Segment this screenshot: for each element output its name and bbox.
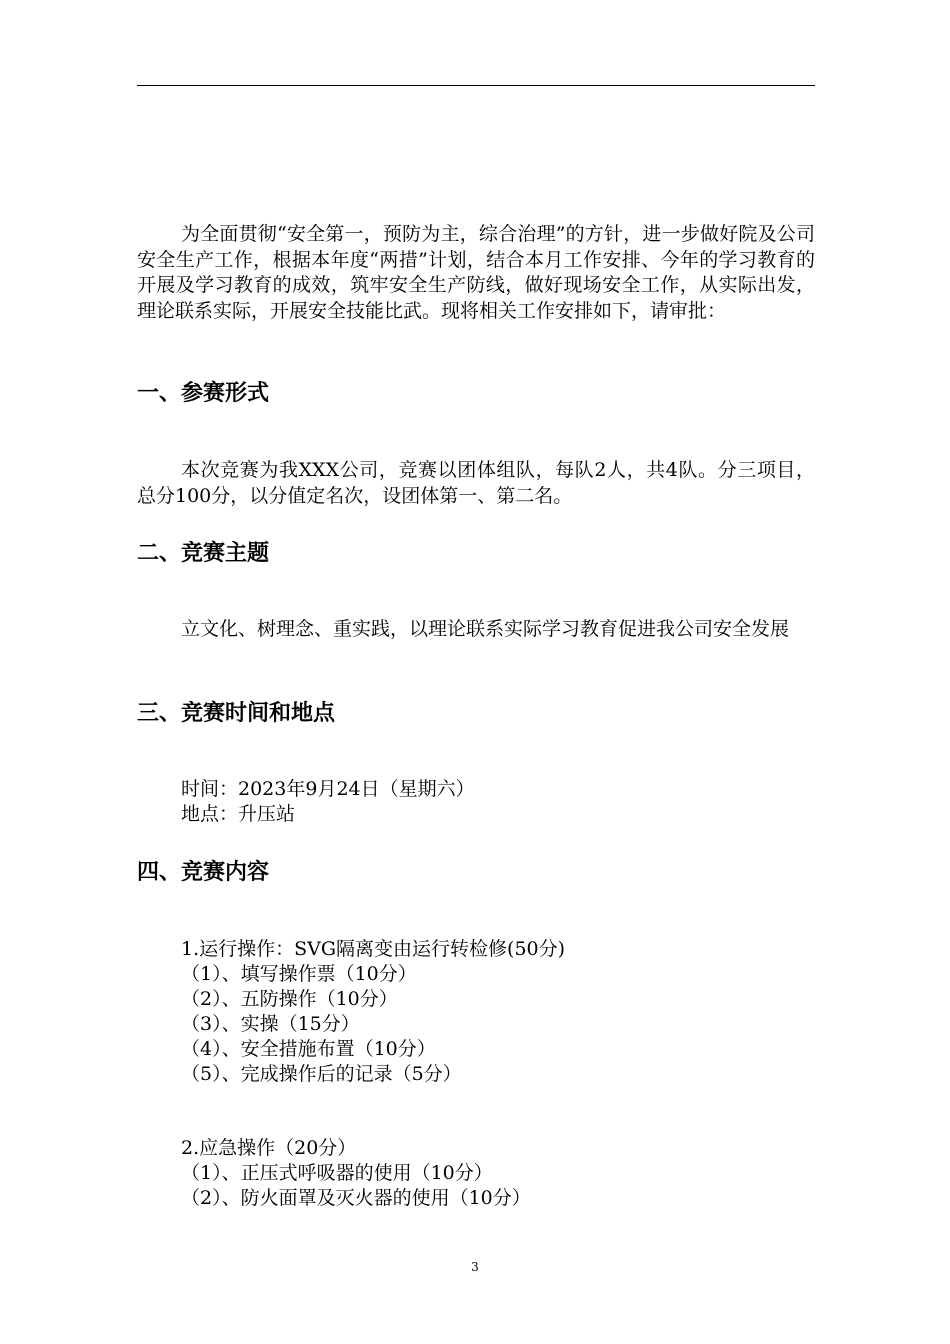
item1-sub-1: （1）、填写操作票（10分） [181, 963, 417, 985]
item2-sub-2: （2）、防火面罩及灭火器的使用（10分） [181, 1187, 531, 1209]
intro-paragraph: 为全面贯彻“安全第一，预防为主，综合治理”的方针，进一步做好院及公司安全生产工作，根据本年度“两措”计划，结合本月工作安排、今年的学习教育的开展及学习教育的成效，筑牢安全生产防线，做好现场安全工作，从实际出发，理论联系实际，开展安全技能比武。现将相关工作安排如下，请审批： [137, 223, 815, 322]
section-heading-participation: 一、参赛形式 [137, 381, 270, 406]
item1-sub-4: （4）、安全措施布置（10分） [181, 1038, 436, 1060]
section-heading-time-place: 三、竞赛时间和地点 [137, 701, 336, 726]
item1-sub-5: （5）、完成操作后的记录（5分） [181, 1063, 462, 1085]
page-number: 3 [471, 1260, 479, 1274]
item1-title: 1.运行操作：SVG隔离变由运行转检修(50分) [181, 938, 566, 960]
participation-paragraph: 本次竞赛为我XXX公司，竞赛以团体组队，每队2人，共4队。分三项目，总分100分，以分值定名次，设团体第一、第二名。 [137, 459, 815, 507]
header-rule [137, 85, 815, 86]
item1-sub-3: （3）、实操（15分） [181, 1013, 360, 1035]
section-heading-theme: 二、竞赛主题 [137, 541, 270, 566]
section-heading-content: 四、竞赛内容 [137, 860, 270, 885]
item2-sub-1: （1）、正压式呼吸器的使用（10分） [181, 1162, 493, 1184]
time-line: 时间：2023年9月24日（星期六） [181, 778, 475, 800]
item2-title: 2.应急操作（20分） [181, 1137, 357, 1159]
theme-paragraph: 立文化、树理念、重实践，以理论联系实际学习教育促进我公司安全发展 [181, 618, 790, 640]
item1-sub-2: （2）、五防操作（10分） [181, 988, 398, 1010]
place-line: 地点：升压站 [181, 803, 296, 825]
